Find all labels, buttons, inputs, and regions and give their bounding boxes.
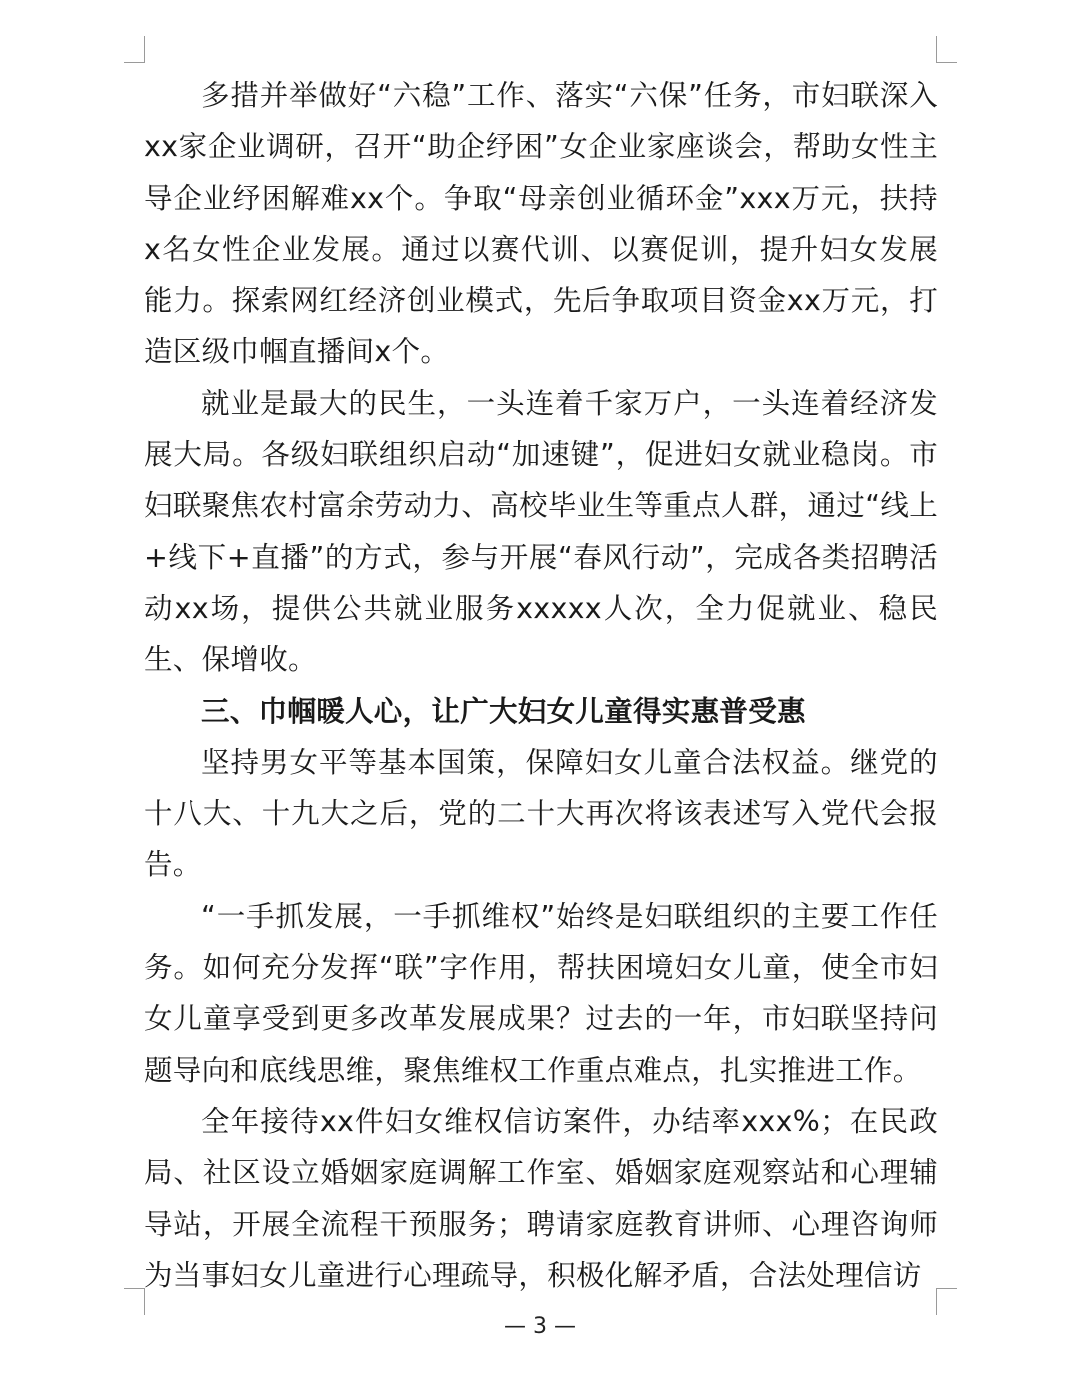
paragraph: 就业是最大的民生，一头连着千家万户，一头连着经济发展大局。各级妇联组织启动“加速键”，促进妇女就业稳岗。市妇联聚焦农村富余劳动力、高校毕业生等重点人群，通过“线上+线下+直播”的方式，参与开展“春风行动”，完成各类招聘活动xx场，提供公共就业服务xxxxx人次，全力促就业、稳民生、保增收。 <box>144 386 938 677</box>
paragraph: “一手抓发展，一手抓维权”始终是妇联组织的主要工作任务。如何充分发挥“联”字作用，帮扶困境妇女儿童，使全市妇女儿童享受到更多改革发展成果？过去的一年，市妇联坚持问题导向和底线思维，聚焦维权工作重点难点，扎实推进工作。 <box>144 899 938 1087</box>
paragraph: 多措并举做好“六稳”工作、落实“六保”任务，市妇联深入xx家企业调研，召开“助企纾困”女企业家座谈会，帮助女性主导企业纾困解难xx个。争取“母亲创业循环金”xxx万元，扶持x名女性企业发展。通过以赛代训、以赛促训，提升妇女发展能力。探索网红经济创业模式，先后争取项目资金xx万元，打造区级巾帼直播间x个。 <box>144 79 938 369</box>
paragraph: 坚持男女平等基本国策，保障妇女儿童合法权益。继党的十八大、十九大之后，党的二十大再次将该表述写入党代会报告。 <box>144 745 938 882</box>
corner-mark-bottom-left <box>124 1288 145 1315</box>
corner-mark-top-right <box>936 36 957 63</box>
paragraph: 全年接待xx件妇女维权信访案件，办结率xxx%；在民政局、社区设立婚姻家庭调解工作室、婚姻家庭观察站和心理辅导站，开展全流程干预服务；聘请家庭教育讲师、心理咨询师为当事妇女儿童进行心理疏导，积极化解矛盾，合法处理信访 <box>144 1104 938 1292</box>
corner-mark-bottom-right <box>936 1288 957 1315</box>
section-heading: 三、巾帼暖人心，让广大妇女儿童得实惠普受惠 <box>201 694 806 728</box>
document-body <box>144 70 938 1301</box>
corner-mark-top-left <box>124 36 145 63</box>
page-number: — 3 — <box>504 1314 576 1339</box>
